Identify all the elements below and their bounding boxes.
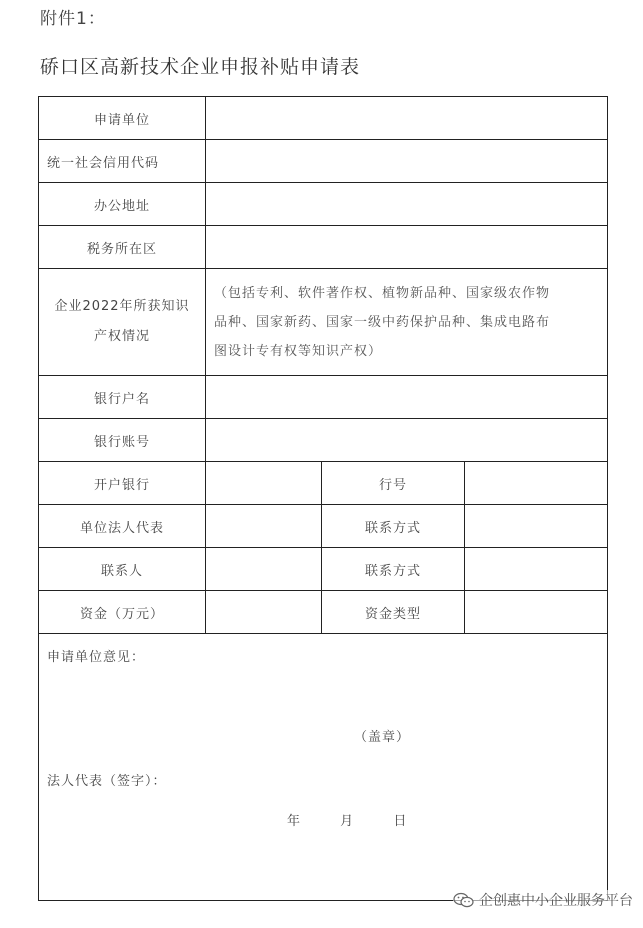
credit-code-field[interactable] [206, 140, 608, 183]
table-row [39, 183, 608, 226]
table-row [39, 548, 608, 591]
bank-account-name-field[interactable] [206, 376, 608, 419]
applicant-unit-field[interactable] [206, 97, 608, 140]
contact-person-field[interactable] [206, 548, 322, 591]
table-row [39, 591, 608, 634]
watermark [453, 890, 633, 910]
ip-status-label-line2: 产权情况 [93, 329, 150, 344]
table-row [39, 376, 608, 419]
opening-bank-field[interactable] [206, 462, 322, 505]
fund-type-field[interactable] [465, 591, 608, 634]
applicant-unit-label: 申请单位 [39, 97, 206, 140]
date-line [287, 810, 441, 829]
office-address-label: 办公地址 [39, 183, 206, 226]
bank-account-name-label: 银行户名 [39, 376, 206, 419]
table-row [39, 269, 608, 376]
date-month: 月 [340, 814, 355, 829]
bank-code-label: 行号 [322, 462, 465, 505]
ip-note-line3: 图设计专有权等知识产权） [214, 343, 383, 359]
credit-code-label: 统一社会信用代码 [39, 140, 206, 183]
contact-method-field-2[interactable] [465, 548, 608, 591]
table-row [39, 634, 608, 901]
tax-office-field[interactable] [206, 226, 608, 269]
opinion-title: 申请单位意见： [47, 650, 146, 665]
table-row [39, 140, 608, 183]
opinion-field[interactable] [39, 634, 608, 901]
ip-status-label [39, 269, 206, 376]
office-address-field[interactable] [206, 183, 608, 226]
bank-code-field[interactable] [465, 462, 608, 505]
ip-note-line2: 品种、国家新药、国家一级中药保护品种、集成电路布 [214, 314, 551, 330]
contact-person-label: 联系人 [39, 548, 206, 591]
legal-rep-field[interactable] [206, 505, 322, 548]
table-row [39, 462, 608, 505]
date-year: 年 [287, 814, 302, 829]
opening-bank-label: 开户银行 [39, 462, 206, 505]
bank-account-number-label: 银行账号 [39, 419, 206, 462]
ip-status-field[interactable] [206, 269, 608, 376]
table-row [39, 226, 608, 269]
watermark-text: 企创惠中小企业服务平台 [479, 893, 633, 909]
legal-rep-label: 单位法人代表 [39, 505, 206, 548]
bank-account-number-field[interactable] [206, 419, 608, 462]
date-day: 日 [393, 814, 408, 829]
rep-signature-label: 法人代表（签字）： [47, 774, 167, 789]
page-title: 硚口区高新技术企业申报补贴申请表 [40, 56, 361, 78]
table-row [39, 419, 608, 462]
seal-label: （盖章） [354, 730, 411, 745]
table-row [39, 505, 608, 548]
funds-label: 资金（万元） [39, 591, 206, 634]
contact-method-label-2: 联系方式 [322, 548, 465, 591]
tax-office-label: 税务所在区 [39, 226, 206, 269]
attachment-label: 附件1： [40, 9, 106, 29]
funds-field[interactable] [206, 591, 322, 634]
contact-method-label: 联系方式 [322, 505, 465, 548]
ip-status-label-line1: 企业2022年所获知识 [54, 299, 190, 314]
ip-note-line1: （包括专利、软件著作权、植物新品种、国家级农作物 [214, 285, 551, 301]
wechat-icon [453, 892, 475, 908]
table-row [39, 97, 608, 140]
application-form-table [38, 96, 608, 901]
contact-method-field[interactable] [465, 505, 608, 548]
fund-type-label: 资金类型 [322, 591, 465, 634]
